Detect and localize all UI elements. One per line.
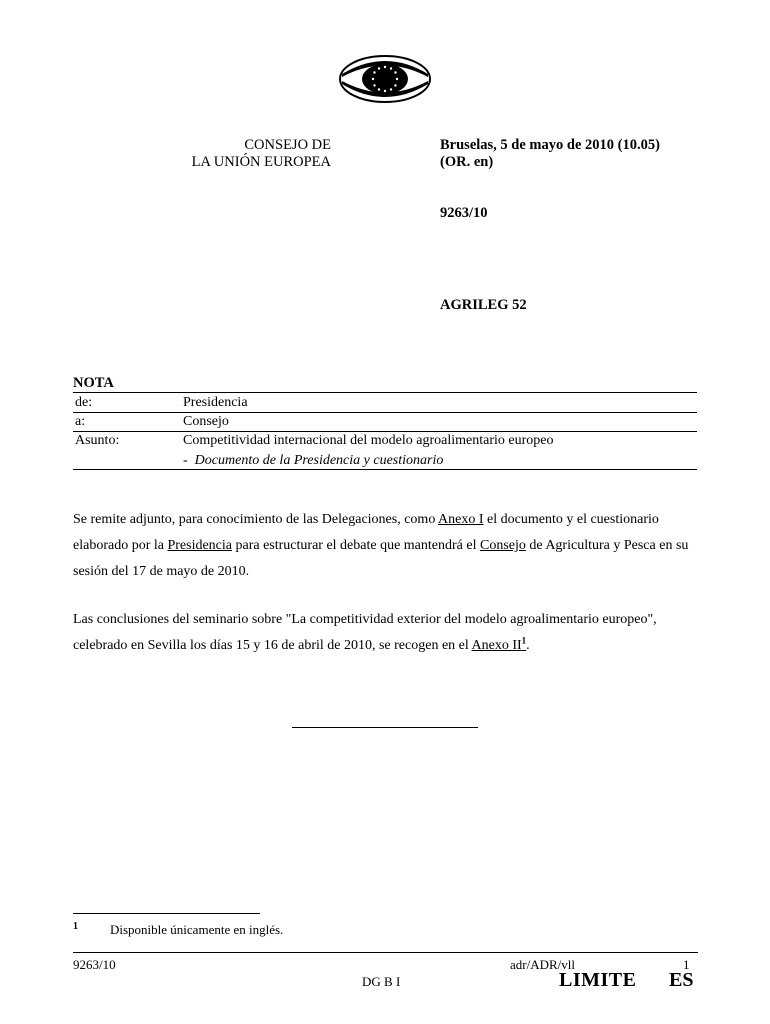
- footer-divider: [73, 952, 698, 953]
- text-span: Anexo II: [471, 638, 522, 653]
- text-span: .: [526, 638, 530, 653]
- from-label: de:: [75, 395, 93, 410]
- nota-title: NOTA: [73, 375, 114, 391]
- eu-council-logo-icon: [338, 54, 432, 104]
- divider: [73, 412, 697, 413]
- footnote-mark: 1: [73, 921, 78, 932]
- council-line-2: LA UNIÓN EUROPEA: [191, 154, 331, 170]
- subject-sub-text: Documento de la Presidencia y cuestionario: [194, 453, 444, 468]
- subject-value: Competitividad internacional del modelo agroalimentario europeo: [183, 433, 554, 448]
- page-number: 1: [683, 957, 690, 972]
- date-block: [440, 137, 660, 171]
- body-paragraph-2: [73, 607, 698, 659]
- agrileg-code: AGRILEG 52: [440, 297, 527, 313]
- classification-label: LIMITE: [559, 969, 637, 991]
- subject-label: Asunto:: [75, 433, 120, 448]
- text-span: de Agricultura y Pesca en su sesión del 17 de mayo de 2010.: [73, 538, 689, 579]
- divider: [73, 431, 697, 432]
- text-span: el documento y el cuestionario elaborado por la: [73, 512, 659, 553]
- footer-doc-ref: 9263/10: [73, 957, 116, 972]
- footnote-divider: [73, 913, 260, 914]
- text-span: para estructurar el debate que mantendrá el: [232, 538, 480, 553]
- footer-directorate: DG B I: [362, 974, 401, 989]
- text-span: Las conclusiones del seminario sobre "La competitividad exterior del modelo agroalimentario europeo", celebrado en Sevilla los días 15 y 16 de abril de 2010, se recogen en el: [73, 612, 657, 653]
- council-name: [160, 137, 331, 171]
- subject-subtitle: [183, 453, 443, 469]
- presidency-reference: Presidencia: [167, 538, 232, 553]
- to-label: a:: [75, 414, 86, 429]
- date-line: Bruselas, 5 de mayo de 2010 (10.05): [440, 137, 660, 153]
- to-value: Consejo: [183, 414, 229, 429]
- divider: [73, 469, 697, 470]
- annex-i-reference: Anexo I: [438, 512, 484, 527]
- original-language: (OR. en): [440, 154, 494, 170]
- footer-initials: adr/ADR/vll: [510, 957, 575, 972]
- from-value: Presidencia: [183, 395, 248, 410]
- language-code: ES: [669, 969, 694, 991]
- subject-dash: -: [183, 453, 188, 468]
- divider: [73, 392, 697, 393]
- footnote-text: Disponible únicamente en inglés.: [110, 922, 284, 937]
- document-reference: 9263/10: [440, 205, 488, 221]
- annex-ii-reference: [471, 635, 527, 653]
- footnote-ref: 1: [521, 635, 527, 646]
- body-paragraph-1: [73, 507, 698, 585]
- council-line-1: CONSEJO DE: [244, 137, 331, 153]
- council-reference: Consejo: [479, 538, 526, 553]
- separator-line: [292, 727, 478, 728]
- text-span: Se remite adjunto, para conocimiento de las Delegaciones, como: [73, 512, 439, 527]
